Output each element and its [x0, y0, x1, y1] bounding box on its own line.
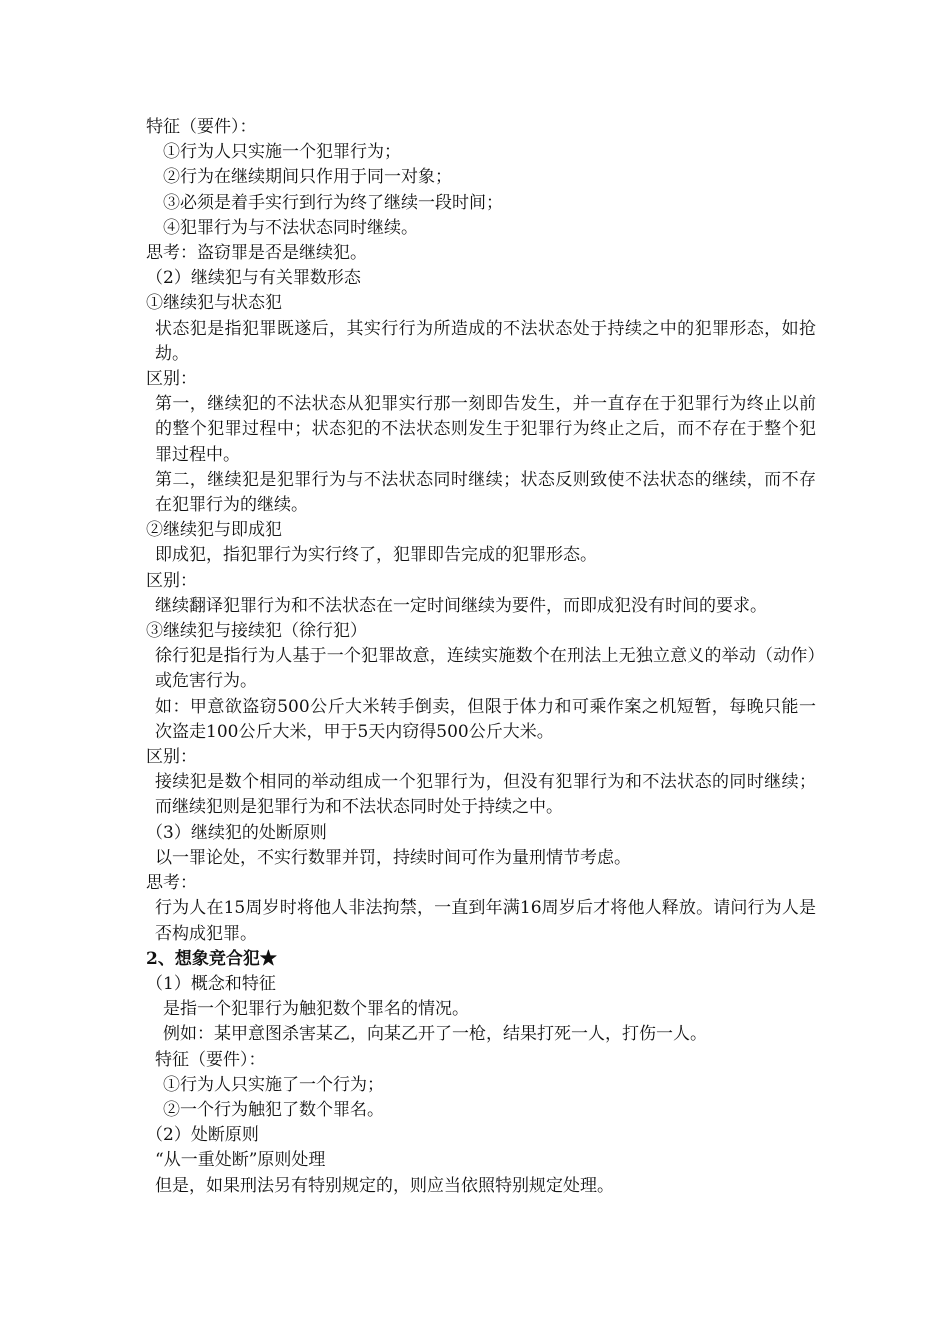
text-line: ①行为人只实施一个犯罪行为；: [163, 142, 401, 163]
text-line: ②一个行为触犯了数个罪名。: [163, 1099, 384, 1120]
text-line: （1）概念和特征: [146, 973, 276, 994]
text-line: 状态犯是指犯罪既遂后，其实行行为所造成的不法状态处于持续之中的犯罪形态，如抢劫。: [155, 318, 816, 364]
text-line: 如：甲意欲盗窃500公斤大米转手倒卖，但限于体力和可乘作案之机短暂，每晚只能一次盗走100公斤大米，甲于5天内窃得500公斤大米。: [155, 696, 816, 742]
text-line: ①继续犯与状态犯: [146, 293, 282, 314]
document-body: [146, 115, 816, 1199]
text-line: 继续翻译犯罪行为和不法状态在一定时间继续为要件，而即成犯没有时间的要求。: [155, 595, 767, 616]
text-line: “从一重处断”原则处理: [155, 1150, 326, 1171]
text-line: 行为人在15周岁时将他人非法拘禁，一直到年满16周岁后才将他人释放。请问行为人是否构成犯罪。: [155, 898, 816, 944]
text-line: 思考：: [146, 873, 197, 894]
section-heading: 2、想象竞合犯★: [146, 948, 277, 969]
text-line: 徐行犯是指行为人基于一个犯罪故意，连续实施数个在刑法上无独立意义的举动（动作）或危害行为。: [155, 646, 816, 692]
text-line: （2）处断原则: [146, 1125, 259, 1146]
text-line: 即成犯，指犯罪行为实行终了，犯罪即告完成的犯罪形态。: [155, 545, 597, 566]
text-line: ①行为人只实施了一个行为；: [163, 1074, 384, 1095]
text-line: 以一罪论处，不实行数罪并罚，持续时间可作为量刑情节考虑。: [155, 847, 631, 868]
text-line: （2）继续犯与有关罪数形态: [146, 268, 361, 289]
text-line: 是指一个犯罪行为触犯数个罪名的情况。: [163, 999, 469, 1020]
text-line: 第二，继续犯是犯罪行为与不法状态同时继续；状态反则致使不法状态的继续，而不存在犯罪行为的继续。: [155, 469, 816, 516]
text-line: 区别：: [146, 369, 197, 390]
text-line: 接续犯是数个相同的举动组成一个犯罪行为，但没有犯罪行为和不法状态的同时继续；而继续犯则是犯罪行为和不法状态同时处于持续之中。: [155, 772, 816, 818]
text-line: 特征（要件）：: [146, 117, 257, 137]
text-line: ④犯罪行为与不法状态同时继续。: [163, 217, 418, 238]
text-line: 区别：: [146, 570, 197, 591]
text-line: ②继续犯与即成犯: [146, 520, 282, 541]
text-line: （3）继续犯的处断原则: [146, 822, 327, 843]
text-line: 第一，继续犯的不法状态从犯罪实行那一刻即告发生，并一直存在于犯罪行为终止以前的整个犯罪过程中；状态犯的不法状态则发生于犯罪行为终止之后，而不存在于整个犯罪过程中。: [155, 394, 816, 465]
text-line: 思考：盗窃罪是否是继续犯。: [146, 243, 367, 264]
text-line: 例如：某甲意图杀害某乙，向某乙开了一枪，结果打死一人，打伤一人。: [163, 1024, 707, 1045]
text-line: ②行为在继续期间只作用于同一对象；: [163, 167, 452, 188]
text-line: ③必须是着手实行到行为终了继续一段时间；: [163, 192, 503, 213]
text-line: ③继续犯与接续犯（徐行犯）: [146, 621, 367, 642]
text-line: 区别：: [146, 747, 197, 768]
text-line: 但是，如果刑法另有特别规定的，则应当依照特别规定处理。: [155, 1175, 614, 1196]
text-line: 特征（要件）：: [155, 1049, 266, 1070]
